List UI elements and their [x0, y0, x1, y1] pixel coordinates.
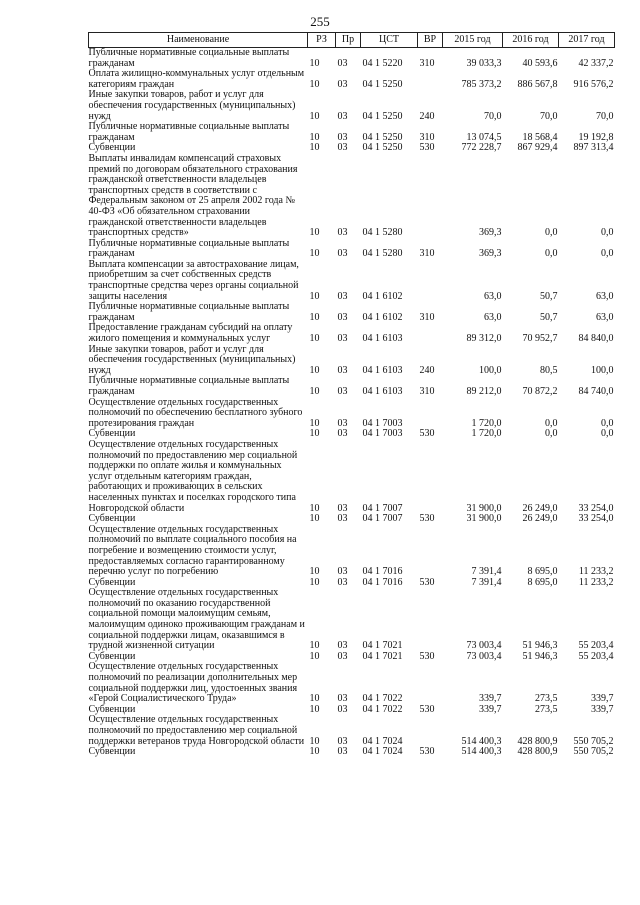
row-value-2016: 0,0: [545, 417, 558, 429]
row-value-2016: 51 946,3: [522, 650, 558, 662]
row-pr: 03: [337, 693, 348, 705]
row-value-2015: 31 900,0: [466, 513, 502, 525]
row-rz: 10: [309, 703, 320, 715]
row-pr: 03: [337, 78, 348, 90]
row-value-2016: 0,0: [545, 227, 558, 239]
row-name: Публичные нормативные социальные выплаты гражданам: [88, 237, 290, 260]
row-value-2015: 514 400,3: [461, 746, 502, 758]
row-pr: 03: [337, 513, 348, 525]
row-cst: 04 1 7016: [362, 566, 403, 578]
row-pr: 03: [337, 386, 348, 397]
row-rz: 10: [309, 227, 320, 239]
row-cst: 04 1 6102: [362, 290, 403, 302]
table-row: [89, 345, 615, 377]
row-name: Иные закупки товаров, работ и услуг для обеспечения государственных (муниципальных) нужд: [88, 343, 296, 376]
row-name: Субвенции: [88, 428, 136, 440]
table-row: [89, 302, 615, 323]
row-name: Оплата жилищно-коммунальных услуг отдельным категориям граждан: [88, 68, 305, 90]
row-rz: 10: [309, 428, 320, 440]
row-value-2017: 897 313,4: [573, 142, 614, 154]
row-value-2015: 1 720,0: [471, 428, 502, 440]
row-value-2015: 89 312,0: [466, 333, 502, 345]
row-value-2016: 273,5: [535, 703, 558, 715]
row-value-2017: 0,0: [601, 428, 614, 440]
row-pr: 03: [337, 703, 348, 715]
row-value-2016: 428 800,9: [517, 735, 558, 747]
row-vr: 530: [419, 428, 435, 440]
row-value-2015: 339,7: [479, 693, 502, 705]
row-name: Предоставление гражданам субсидий на оплату жилого помещения и коммунальных услуг: [88, 322, 293, 345]
row-name: Осуществление отдельных государственных полномочий по реализации дополнительных мер социальной поддержки лиц, удостоенных звания «Герой Социалистического Труда»: [88, 661, 298, 705]
row-rz: 10: [309, 640, 320, 652]
row-value-2017: 11 233,2: [578, 566, 614, 578]
row-pr: 03: [337, 650, 348, 662]
row-rz: 10: [309, 513, 320, 525]
row-value-2017: 33 254,0: [578, 502, 614, 514]
row-value-2015: 73 003,4: [466, 650, 502, 662]
row-value-2017: 339,7: [591, 703, 614, 715]
page-number: 255: [310, 14, 330, 29]
row-name: Осуществление отдельных государственных полномочий по оказанию государственной социальной помощи малоимущим семьям, малоимущим одиноко проживающим гражданам и социальной поддержки лицам, оказавшимся в трудной жизненной ситуации: [88, 587, 305, 652]
row-vr: 530: [419, 576, 435, 588]
header-cst: ЦСТ: [361, 33, 418, 48]
row-value-2015: 7 391,4: [471, 576, 502, 588]
table-row: [89, 525, 615, 578]
row-value-2017: 0,0: [601, 227, 614, 239]
row-value-2015: 100,0: [479, 364, 502, 376]
table-row: [89, 122, 615, 143]
row-value-2015: 785 373,2: [461, 78, 502, 90]
row-cst: 04 1 7007: [362, 513, 403, 525]
row-cst: 04 1 5250: [362, 78, 403, 90]
row-pr: 03: [337, 364, 348, 376]
row-value-2016: 50,7: [540, 311, 558, 323]
row-value-2017: 70,0: [596, 110, 614, 122]
row-vr: [418, 323, 443, 344]
row-pr: 03: [337, 746, 348, 758]
row-pr: 03: [337, 110, 348, 122]
row-vr: 310: [419, 131, 435, 143]
row-pr: 03: [337, 576, 348, 588]
row-rz: 10: [309, 311, 320, 323]
row-cst: 04 1 7003: [362, 428, 403, 440]
row-value-2016: 70,0: [540, 110, 558, 122]
row-value-2015: 1 720,0: [471, 417, 502, 429]
row-cst: 04 1 5250: [362, 110, 403, 122]
row-rz: 10: [309, 735, 320, 747]
row-value-2015: 7 391,4: [471, 566, 502, 578]
row-value-2015: 13 074,5: [466, 131, 502, 143]
row-value-2016: 70 952,7: [522, 333, 558, 345]
table-row: [89, 376, 615, 397]
row-vr: [418, 440, 443, 514]
row-vr: 240: [419, 364, 435, 376]
header-2016: 2016 год: [503, 33, 559, 48]
row-cst: 04 1 7022: [362, 703, 403, 715]
row-vr: [418, 154, 443, 239]
row-cst: 04 1 6103: [362, 386, 403, 397]
row-rz: 10: [309, 131, 320, 143]
row-value-2015: 31 900,0: [466, 502, 502, 514]
row-vr: 530: [419, 703, 435, 715]
row-value-2017: 63,0: [596, 290, 614, 302]
row-value-2017: 916 576,2: [573, 78, 614, 90]
row-pr: 03: [337, 290, 348, 302]
row-rz: 10: [309, 576, 320, 588]
row-name: Субвенции: [88, 142, 136, 154]
row-vr: [418, 662, 443, 704]
row-value-2017: 33 254,0: [578, 513, 614, 525]
row-name: Выплата компенсации за автострахование лицам, приобретшим за счет собственных средств транспортные средства через органы социальной защиты населения: [88, 258, 299, 302]
table-row: [89, 440, 615, 514]
row-vr: 530: [419, 650, 435, 662]
row-cst: 04 1 7003: [362, 417, 403, 429]
row-name: Осуществление отдельных государственных полномочий по предоставлению мер социальной поддержки ветеранов труда Новгородской области: [88, 714, 305, 747]
row-rz: 10: [309, 142, 320, 154]
table-row: [89, 747, 615, 758]
row-value-2016: 18 568,4: [522, 131, 558, 143]
row-value-2016: 50,7: [540, 290, 558, 302]
row-vr: 310: [419, 57, 435, 69]
row-rz: 10: [309, 364, 320, 376]
row-rz: 10: [309, 248, 320, 260]
row-rz: 10: [309, 290, 320, 302]
row-cst: 04 1 7007: [362, 502, 403, 514]
row-pr: 03: [337, 227, 348, 239]
row-vr: [418, 69, 443, 90]
row-pr: 03: [337, 417, 348, 429]
row-pr: 03: [337, 311, 348, 323]
row-cst: 04 1 7024: [362, 735, 403, 747]
table-row: [89, 323, 615, 344]
row-rz: 10: [309, 333, 320, 345]
row-value-2015: 514 400,3: [461, 735, 502, 747]
row-value-2015: 339,7: [479, 703, 502, 715]
row-value-2017: 63,0: [596, 311, 614, 323]
row-value-2015: 369,3: [479, 248, 502, 260]
row-value-2016: 70 872,2: [522, 386, 558, 397]
table-row: [89, 715, 615, 747]
row-pr: 03: [337, 640, 348, 652]
table-row: [89, 260, 615, 302]
row-value-2015: 39 033,3: [466, 57, 502, 69]
row-vr: 240: [419, 110, 435, 122]
row-value-2016: 80,5: [540, 364, 558, 376]
budget-table-container: [88, 32, 614, 758]
row-name: Публичные нормативные социальные выплаты гражданам: [88, 47, 290, 69]
row-name: Субвенции: [88, 703, 136, 715]
table-row: [89, 48, 615, 70]
row-cst: 04 1 6103: [362, 364, 403, 376]
row-cst: 04 1 7016: [362, 576, 403, 588]
row-rz: 10: [309, 566, 320, 578]
row-name: Осуществление отдельных государственных полномочий по обеспечению бесплатного зубного протезирования граждан: [88, 396, 303, 429]
row-pr: 03: [337, 142, 348, 154]
row-pr: 03: [337, 248, 348, 260]
row-value-2016: 273,5: [535, 693, 558, 705]
table-row: [89, 239, 615, 260]
table-body: [89, 48, 615, 758]
header-2017: 2017 год: [559, 33, 615, 48]
row-value-2017: 84 840,0: [578, 333, 614, 345]
row-value-2017: 339,7: [591, 693, 614, 705]
table-row: [89, 69, 615, 90]
header-rz: РЗ: [308, 33, 336, 48]
row-value-2015: 63,0: [484, 290, 502, 302]
row-value-2015: 70,0: [484, 110, 502, 122]
row-name: Выплаты инвалидам компенсаций страховых премий по договорам обязательного страхования гражданской ответственности владельцев транспортных средств в соответствии с Федеральным законом от 25 апреля 2002 года № 40-ФЗ «Об обязательном страховании гражданской ответственности владельцев транспортных средств»: [88, 152, 298, 239]
row-value-2017: 11 233,2: [578, 576, 614, 588]
row-value-2017: 84 740,0: [578, 386, 614, 397]
row-cst: 04 1 5220: [362, 57, 403, 69]
row-value-2017: 55 203,4: [578, 650, 614, 662]
row-pr: 03: [337, 333, 348, 345]
row-vr: [418, 260, 443, 302]
row-value-2017: 0,0: [601, 248, 614, 260]
row-value-2016: 40 593,6: [522, 57, 558, 69]
row-value-2015: 73 003,4: [466, 640, 502, 652]
row-value-2017: 100,0: [591, 364, 614, 376]
row-value-2016: 867 929,4: [517, 142, 558, 154]
row-vr: [418, 398, 443, 430]
row-name: Публичные нормативные социальные выплаты гражданам: [88, 121, 290, 143]
row-value-2016: 8 695,0: [527, 566, 558, 578]
table-row: [89, 398, 615, 430]
row-value-2016: 428 800,9: [517, 746, 558, 758]
row-value-2015: 772 228,7: [461, 142, 502, 154]
row-cst: 04 1 7021: [362, 650, 403, 662]
row-name: Субвенции: [88, 650, 136, 662]
row-value-2015: 63,0: [484, 311, 502, 323]
row-vr: 530: [419, 513, 435, 525]
row-pr: 03: [337, 57, 348, 69]
row-cst: 04 1 5280: [362, 248, 403, 260]
table-row: [89, 662, 615, 704]
row-rz: 10: [309, 693, 320, 705]
row-pr: 03: [337, 502, 348, 514]
row-cst: 04 1 7021: [362, 640, 403, 652]
row-cst: 04 1 5250: [362, 131, 403, 143]
row-rz: 10: [309, 386, 320, 397]
row-name: Публичные нормативные социальные выплаты гражданам: [88, 375, 290, 397]
row-value-2016: 0,0: [545, 428, 558, 440]
row-rz: 10: [309, 78, 320, 90]
row-pr: 03: [337, 566, 348, 578]
row-rz: 10: [309, 110, 320, 122]
row-value-2016: 8 695,0: [527, 576, 558, 588]
header-2015: 2015 год: [443, 33, 503, 48]
row-pr: 03: [337, 131, 348, 143]
row-vr: [418, 715, 443, 747]
row-name: Иные закупки товаров, работ и услуг для обеспечения государственных (муниципальных) нужд: [88, 89, 296, 122]
header-pr: Пр: [336, 33, 361, 48]
row-value-2016: 26 249,0: [522, 502, 558, 514]
row-value-2017: 19 192,8: [578, 131, 614, 143]
row-name: Осуществление отдельных государственных полномочий по выплате социального пособия на погребение и возмещению стоимости услуг, предоставляемых согласно гарантированному перечню услуг по погребению: [88, 523, 297, 578]
row-cst: 04 1 5250: [362, 142, 403, 154]
row-cst: 04 1 7024: [362, 746, 403, 758]
row-cst: 04 1 5280: [362, 227, 403, 239]
row-value-2015: 89 212,0: [466, 386, 502, 397]
row-value-2015: 369,3: [479, 227, 502, 239]
row-cst: 04 1 6102: [362, 311, 403, 323]
row-value-2016: 51 946,3: [522, 640, 558, 652]
row-vr: 530: [419, 746, 435, 758]
row-cst: 04 1 7022: [362, 693, 403, 705]
row-rz: 10: [309, 417, 320, 429]
row-name: Субвенции: [88, 746, 136, 758]
row-rz: 10: [309, 746, 320, 758]
row-value-2016: 886 567,8: [517, 78, 558, 90]
table-row: [89, 154, 615, 239]
header-vr: ВР: [418, 33, 443, 48]
row-pr: 03: [337, 428, 348, 440]
row-vr: 310: [419, 311, 435, 323]
row-vr: [418, 525, 443, 578]
row-vr: 310: [419, 248, 435, 260]
budget-table: [88, 32, 615, 758]
row-rz: 10: [309, 57, 320, 69]
row-rz: 10: [309, 502, 320, 514]
row-name: Осуществление отдельных государственных полномочий по предоставлению мер социальной поддержки по оплате жилья и коммунальных услуг отдельным категориям граждан, работающих и проживающих в сельских населенных пунктах и поселках городского типа Новгородской области: [88, 438, 298, 514]
row-value-2016: 0,0: [545, 248, 558, 260]
row-vr: [418, 588, 443, 652]
row-rz: 10: [309, 650, 320, 662]
row-value-2016: 26 249,0: [522, 513, 558, 525]
row-value-2017: 42 337,2: [578, 57, 614, 69]
table-row: [89, 90, 615, 122]
row-cst: 04 1 6103: [362, 333, 403, 345]
table-row: [89, 588, 615, 652]
row-value-2017: 550 705,2: [573, 746, 614, 758]
table-header: [89, 33, 615, 48]
row-name: Субвенции: [88, 513, 136, 525]
row-name: Публичные нормативные социальные выплаты гражданам: [88, 301, 290, 323]
row-vr: 310: [419, 386, 435, 397]
row-value-2017: 550 705,2: [573, 735, 614, 747]
row-name: Субвенции: [88, 576, 136, 588]
row-vr: 530: [419, 142, 435, 154]
row-value-2017: 0,0: [601, 417, 614, 429]
row-pr: 03: [337, 735, 348, 747]
row-value-2017: 55 203,4: [578, 640, 614, 652]
header-name: Наименование: [89, 33, 308, 48]
